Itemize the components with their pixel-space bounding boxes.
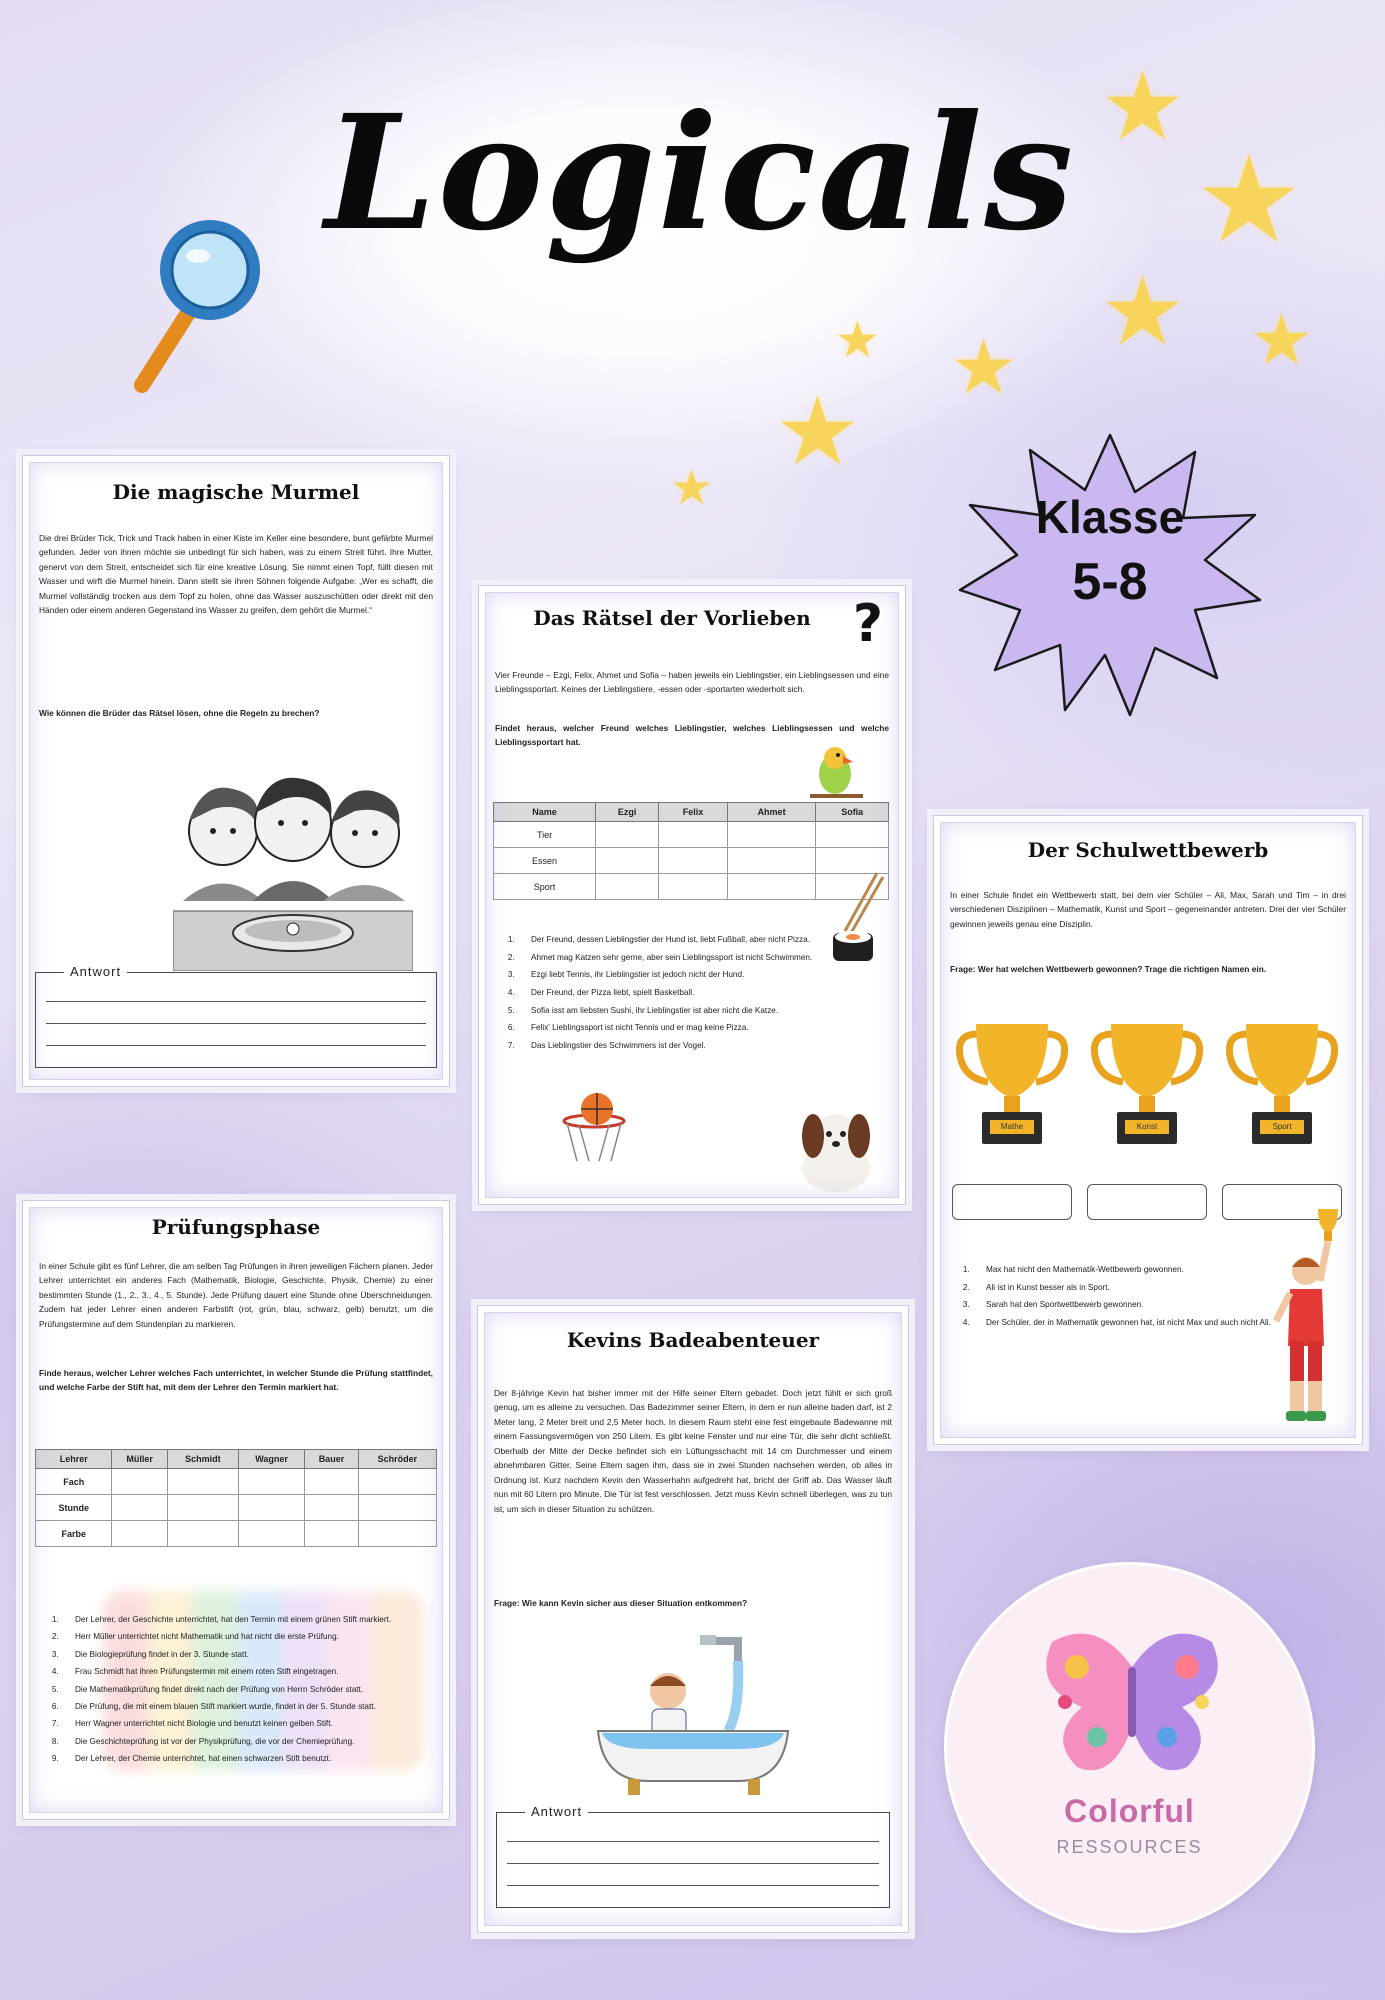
table-cell[interactable] <box>167 1521 238 1547</box>
table-cell[interactable] <box>112 1495 167 1521</box>
clue-item: 9. Der Lehrer, der Chemie unterrichtet, hat einen schwarzen Stift benutzt. <box>61 1750 435 1767</box>
table-header: Sofia <box>816 803 889 822</box>
clue-item: 2. Ahmet mag Katzen sehr gerne, aber sein Lieblingssport ist nicht Schwimmen. <box>517 949 875 967</box>
pruefung-table <box>35 1449 437 1547</box>
table-cell[interactable] <box>596 874 659 900</box>
table-cell[interactable] <box>305 1495 359 1521</box>
star-icon: ★ <box>775 379 861 485</box>
sheet-question: Wie können die Brüder das Rätsel lösen, ohne die Regeln zu brechen? <box>39 708 320 718</box>
cover-title: Logicals <box>324 81 1076 266</box>
magnifier-icon <box>120 210 260 400</box>
butterfly-icon <box>1037 1627 1227 1787</box>
dog-icon <box>791 1098 881 1193</box>
sheet-text: In einer Schule gibt es fünf Lehrer, die am selben Tag Prüfungen in ihren jeweiligen Fächern planen. Jeder Lehrer unterrichtet ein anderes Fach (Mathematik, Biologie, Geschichte, Physik, Chemie) zu einer bestimmten Stunde (1., 2., 3., 4., 5. Stunde). Jede Prüfung dauert eine Stunde ohne Überschneidungen. Zudem hat jeder Lehrer einen anderen Farbstift (rot, grün, blau, schwarz, gelb) benutzt, um die Prüfungstermine auf dem Stundenplan zu markieren. <box>39 1261 433 1329</box>
clue-item: 4. Frau Schmidt hat ihren Prüfungstermin mit einem roten Stift eingetragen. <box>61 1663 435 1680</box>
row-label: Essen <box>494 848 596 874</box>
clue-item: 2. Herr Müller unterrichtet nicht Mathematik und hat nicht die erste Prüfung. <box>61 1628 435 1645</box>
table-cell[interactable] <box>659 874 728 900</box>
brothers-illustration <box>173 761 413 971</box>
table-cell[interactable] <box>358 1521 436 1547</box>
worksheet-kevins-badeabenteuer <box>477 1305 909 1933</box>
clue-item: 8. Die Geschichteprüfung ist vor der Physikprüfung, die vor der Chemieprüfung. <box>61 1733 435 1750</box>
grade-badge <box>955 430 1265 720</box>
sheet-text: In einer Schule findet ein Wettbewerb statt, bei dem vier Schüler – Ali, Max, Sarah und Tim – in drei verschiedenen Disziplinen – Mathematik, Kunst und Sport – gegeneinander antreten. Drei der vier Schüler gewinnen jeweils genau eine Disziplin. <box>950 890 1346 929</box>
worksheet-raetsel-vorlieben <box>478 585 906 1205</box>
sheet-text: Vier Freunde – Ezgi, Felix, Ahmet und Sofia – haben jeweils ein Lieblingstier, ein Lieblingsessen und eine Lieblingssportart. Keines der Lieblingstiere, -essen oder -sportarten wiederholt sich. <box>495 670 889 695</box>
table-cell[interactable] <box>112 1469 167 1495</box>
star-icon: ★ <box>1100 54 1186 160</box>
table-cell[interactable] <box>816 848 889 874</box>
table-cell[interactable] <box>659 822 728 848</box>
clue-list <box>938 1261 1282 1332</box>
row-label: Fach <box>36 1469 112 1495</box>
clue-list <box>27 1611 435 1768</box>
sheet-text: Die drei Brüder Tick, Trick und Track haben in einer Kiste im Keller eine besondere, bunt gefärbte Murmel gefunden. Jeder von ihnen möchte sie unbedingt für sich haben, was zu einem Streit führt. Ihre Mutter, genervt von dem Streit, entscheidet sich für eine kreative Lösung. Sie nimmt einen Topf, füllt diesen mit Wasser und wirft die Murmel hinein. Dann stellt sie ihren Söhnen folgende Aufgabe: „Wer es schafft, die Murmel vollständig trocken aus dem Topf zu holen, ohne das Wasser auszuschütten oder direkt mit den Händen oder einem anderen Gegenstand ins Wasser zu greifen, dem gehört die Murmel.“ <box>39 533 433 616</box>
sheet-task: Findet heraus, welcher Freund welches Lieblingstier, welches Lieblingsessen und welche Lieblingssportart hat. <box>495 723 889 748</box>
worksheet-schulwettbewerb <box>933 815 1363 1445</box>
table-cell[interactable] <box>238 1469 304 1495</box>
answer-label: Antwort <box>525 1804 588 1819</box>
worksheet-magische-murmel <box>22 455 450 1087</box>
clue-item: 4. Der Freund, der Pizza liebt, spielt Basketball. <box>517 984 875 1002</box>
clue-item: 1. Max hat nicht den Mathematik-Wettbewerb gewonnen. <box>972 1261 1282 1279</box>
star-icon: ★ <box>1250 301 1313 379</box>
table-cell[interactable] <box>238 1495 304 1521</box>
table-header: Wagner <box>238 1450 304 1469</box>
trophy-label: Kunst <box>1136 1122 1158 1131</box>
clue-item: 7. Herr Wagner unterrichtet nicht Biologie und benutzt keinen gelben Stift. <box>61 1715 435 1732</box>
table-header: Name <box>494 803 596 822</box>
sheet-title: Das Rätsel der Vorlieben <box>533 606 811 630</box>
star-icon: ★ <box>835 312 880 368</box>
kevin-bathtub-illustration <box>588 1631 798 1801</box>
row-label: Stunde <box>36 1495 112 1521</box>
clue-item: 5. Sofia isst am liebsten Sushi, ihr Lieblingstier ist aber nicht die Katze. <box>517 1002 875 1020</box>
table-cell[interactable] <box>358 1495 436 1521</box>
clue-list <box>483 931 875 1054</box>
table-cell[interactable] <box>727 848 816 874</box>
table-header: Schmidt <box>167 1450 238 1469</box>
table-cell[interactable] <box>167 1495 238 1521</box>
sheet-question: Frage: Wie kann Kevin sicher aus dieser Situation entkommen? <box>494 1598 748 1608</box>
clue-item: 3. Ezgi liebt Tennis, ihr Lieblingstier ist jedoch nicht der Hund. <box>517 966 875 984</box>
star-icon: ★ <box>670 462 714 515</box>
brand-name: Colorful <box>1064 1793 1195 1829</box>
table-row <box>36 1495 437 1521</box>
worksheet-pruefungsphase <box>22 1200 450 1820</box>
table-cell[interactable] <box>727 822 816 848</box>
table-header: Bauer <box>305 1450 359 1469</box>
table-cell[interactable] <box>167 1469 238 1495</box>
clue-item: 3. Sarah hat den Sportwettbewerb gewonnen. <box>972 1296 1282 1314</box>
table-header: Felix <box>659 803 728 822</box>
table-cell[interactable] <box>112 1521 167 1547</box>
row-label: Farbe <box>36 1521 112 1547</box>
answer-field-mathe[interactable] <box>952 1184 1072 1220</box>
sheet-task: Finde heraus, welcher Lehrer welches Fach unterrichtet, in welcher Stunde die Prüfung stattfindet, und welche Farbe der Stift hat, mit dem der Lehrer den Termin markiert hat. <box>39 1368 433 1393</box>
trophy-sport <box>1226 1016 1338 1148</box>
table-cell[interactable] <box>305 1469 359 1495</box>
trophy-mathe <box>956 1016 1068 1148</box>
basketball-icon <box>559 1091 629 1171</box>
table-cell[interactable] <box>238 1521 304 1547</box>
grade-range: 5-8 <box>1072 553 1148 611</box>
table-cell[interactable] <box>816 822 889 848</box>
parrot-icon <box>805 744 865 804</box>
clue-item: 3. Die Biologieprüfung findet in der 3. Stunde statt. <box>61 1646 435 1663</box>
clue-item: 1. Der Freund, dessen Lieblingstier der Hund ist, liebt Fußball, aber nicht Pizza. <box>517 931 875 949</box>
clue-item: 6. Felix' Lieblingssport ist nicht Tennis und er mag keine Pizza. <box>517 1019 875 1037</box>
clue-item: 4. Der Schüler, der in Mathematik gewonnen hat, ist nicht Max und auch nicht Ali. <box>972 1314 1282 1332</box>
table-header: Lehrer <box>36 1450 112 1469</box>
row-label: Sport <box>494 874 596 900</box>
clue-item: 7. Das Lieblingstier des Schwimmers ist der Vogel. <box>517 1037 875 1055</box>
clue-item: 1. Der Lehrer, der Geschichte unterrichtet, hat den Termin mit einem grünen Stift markiert. <box>61 1611 435 1628</box>
trophy-label: Sport <box>1272 1122 1292 1131</box>
answer-field-kunst[interactable] <box>1087 1184 1207 1220</box>
table-header: Schröder <box>358 1450 436 1469</box>
answer-label: Antwort <box>64 964 127 979</box>
sheet-title: Kevins Badeabenteuer <box>566 1328 820 1352</box>
clue-item: 5. Die Mathematikprüfung findet direkt nach der Prüfung von Herrn Schröder statt. <box>61 1681 435 1698</box>
trophy-kunst <box>1091 1016 1203 1148</box>
sheet-text: Der 8-jährige Kevin hat bisher immer mit der Hilfe seiner Eltern gebadet. Doch jetzt fühlt er sich groß genug, um es alleine zu versuchen. Das Badezimmer seiner Eltern, in dem er nun alleine baden darf, ist 2 Meter lang, 2 Meter breit und 2,5 Meter hoch. In diesem Raum steht eine fest eingebaute Badewanne mit einem Fassungsvermögen von 250 Litern. Es gibt keine Fenster und nur eine Tür, die sehr dicht schließt. Oberhalb der Mitte der Decke befindet sich ein Lüftungsschacht mit 14 cm Durchmesser und einem abnehmbaren Gitter. Seine Eltern sagen ihm, dass sie in zwei Stunden nachsehen werden, ob alles in Ordnung ist. Kurz nachdem Kevin den Wasserhahn aufgedreht hat, bricht der Griff ab. Das Wasser läuft nun mit 60 Litern pro Minute. Die Tür ist fest verschlossen. Jetzt muss Kevin schnell überlegen, was zu tun ist, um sich in dieser Situation zu schützen. <box>494 1388 892 1514</box>
answer-box[interactable] <box>35 964 437 1068</box>
star-icon: ★ <box>950 325 1018 409</box>
star-icon: ★ <box>1100 259 1186 365</box>
table-row <box>36 1469 437 1495</box>
table-row <box>494 822 889 848</box>
star-icon: ★ <box>1195 133 1303 267</box>
question-mark-icon: ? <box>852 594 883 654</box>
table-header: Ahmet <box>727 803 816 822</box>
sheet-question: Frage: Wer hat welchen Wettbewerb gewonnen? Trage die richtigen Namen ein. <box>950 964 1267 974</box>
table-row <box>494 848 889 874</box>
clue-item: 6. Die Prüfung, die mit einem blauen Stift markiert wurde, findet in der 5. Stunde statt. <box>61 1698 435 1715</box>
brand-logo <box>947 1565 1312 1930</box>
trophy-label: Mathe <box>1000 1122 1024 1131</box>
answer-box[interactable] <box>496 1804 890 1908</box>
sheet-title: Die magische Murmel <box>112 480 360 504</box>
brand-subtitle: RESSOURCES <box>1056 1837 1203 1857</box>
table-cell[interactable] <box>727 874 816 900</box>
winner-boy-illustration <box>1268 1201 1348 1431</box>
table-cell[interactable] <box>305 1521 359 1547</box>
clue-item: 2. Ali ist in Kunst besser als in Sport. <box>972 1279 1282 1297</box>
table-header: Ezgi <box>596 803 659 822</box>
table-row <box>36 1521 437 1547</box>
sheet-title: Prüfungsphase <box>151 1215 321 1239</box>
table-header: Müller <box>112 1450 167 1469</box>
table-cell[interactable] <box>358 1469 436 1495</box>
row-label: Tier <box>494 822 596 848</box>
table-cell[interactable] <box>659 848 728 874</box>
grade-label: Klasse <box>1035 491 1185 543</box>
table-cell[interactable] <box>596 822 659 848</box>
table-cell[interactable] <box>596 848 659 874</box>
sheet-title: Der Schulwettbewerb <box>1027 838 1269 862</box>
